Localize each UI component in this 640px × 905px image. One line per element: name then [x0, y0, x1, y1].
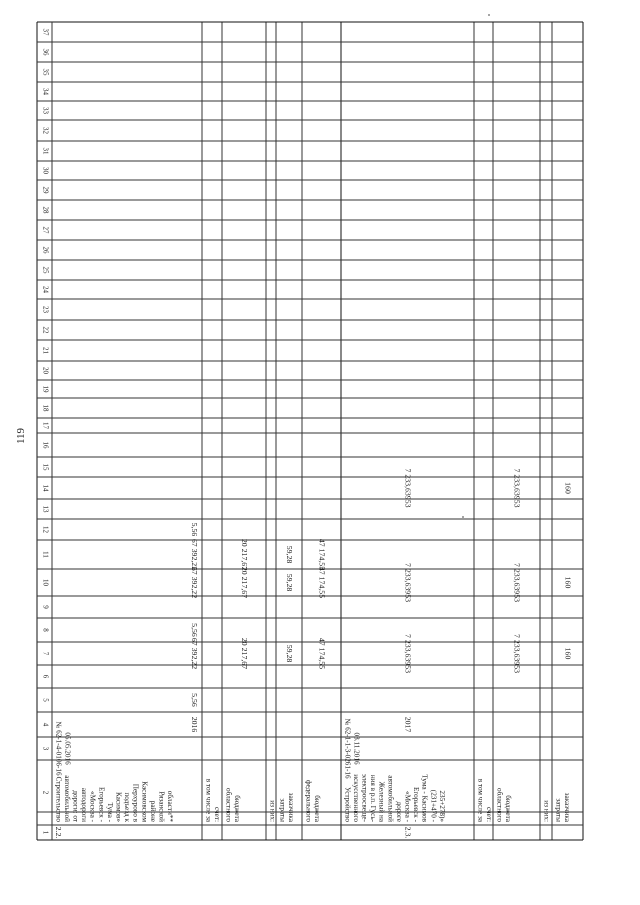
column-number-23: 23 [41, 306, 50, 313]
column-number-30: 30 [41, 167, 50, 174]
column-number-5: 5 [41, 698, 50, 702]
row-8-col-2-line: счет: [484, 807, 493, 822]
row-7-col-4-value: 2017 [403, 716, 413, 733]
column-number-32: 32 [41, 127, 50, 134]
row-7-col-2-line: (231+470 - [429, 789, 438, 822]
row-1-col-2-line: «Москва - [88, 791, 97, 822]
column-number-26: 26 [41, 246, 50, 254]
row-9-col-2-line: бюджета [503, 795, 512, 822]
row-1-col-2-line: районе [148, 800, 157, 822]
row-3-col-10-value: 20 217,67 [240, 566, 250, 599]
row-1-col-2-line: Тума - [105, 802, 114, 822]
row-7-col-2-line: Устройство [343, 787, 352, 822]
column-number-3: 3 [41, 746, 50, 751]
column-number-15: 15 [41, 463, 50, 471]
column-number-9: 9 [41, 605, 50, 609]
column-number-29: 29 [41, 186, 50, 194]
row-1-col-5-value: 5,56 [190, 693, 200, 707]
column-number-17: 17 [41, 422, 50, 429]
column-number-35: 35 [41, 68, 50, 76]
row-3-col-11-value: 20 217,67 [240, 538, 250, 571]
row-1-col-12-value: 5,56 [190, 522, 200, 537]
row-7-col-2-line: «Москва - [403, 791, 412, 822]
row-1-col-1-value: 2.2. [54, 826, 64, 839]
row-1-col-4-value: 2016 [190, 716, 200, 733]
column-number-28: 28 [41, 206, 50, 214]
column-number-11: 11 [41, 551, 50, 558]
column-number-8: 8 [41, 628, 50, 632]
row-7-col-7-value: 7 233,63953 [403, 634, 413, 673]
column-number-20: 20 [41, 367, 50, 374]
row-11-col-7-value: 160 [563, 647, 573, 660]
row-8-col-2-line: в том числе за [476, 778, 485, 822]
row-5-col-7-value: 59,28 [285, 644, 295, 663]
row-6-col-7-value: 47 174,55 [317, 637, 327, 670]
row-5-col-11-value: 59,28 [285, 545, 295, 564]
column-number-10: 10 [41, 579, 50, 586]
row-1-col-3-line: № 62-1-4-0106-16 [54, 721, 63, 776]
row-7-col-2-line: искусственного [351, 774, 360, 822]
row-1-col-2-line: Касимовском [140, 781, 149, 822]
row-7-col-2-line: Тума - Касимов [420, 774, 429, 822]
page-number: 119 [15, 427, 27, 445]
row-2-col-2-line: в том числе за [204, 778, 213, 822]
row-1-col-8-value: 5,56 [190, 623, 200, 637]
row-9-col-14-value: 7 233,63953 [512, 468, 522, 508]
row-1-col-11-value: 67 392,22 [190, 538, 200, 571]
column-number-22: 22 [41, 326, 50, 334]
column-number-7: 7 [41, 651, 50, 656]
row-1-col-2-line: области** [166, 790, 175, 822]
row-1-col-7-value: 67 392,22 [190, 637, 200, 670]
row-7-col-2-line: ния в р.п. Гусь- [369, 774, 378, 822]
column-number-2: 2 [41, 790, 50, 795]
row-1-col-2-line: подъезд к [123, 792, 132, 822]
row-11-col-2-line: заказчика [562, 792, 571, 822]
row-10-col-2-line: из них: [542, 800, 551, 822]
row-1-col-2-line: Перхурово в [131, 783, 140, 822]
column-number-16: 16 [41, 441, 50, 449]
column-number-25: 25 [41, 266, 50, 274]
row-7-col-14-value: 7 233,63953 [403, 468, 413, 508]
row-7-col-2-line: 235+278)» [437, 790, 446, 822]
row-2-col-2-line: счет: [212, 807, 221, 822]
column-number-37: 37 [41, 28, 50, 36]
row-7-col-3-line: 03.11.2016 [352, 732, 361, 765]
row-11-col-10-value: 160 [563, 576, 573, 589]
row-1-col-2-line: дороги: от [71, 790, 80, 822]
row-1-col-2-line: автомобильной [62, 775, 71, 822]
row-9-col-2-line: областного [495, 788, 504, 822]
row-7-col-2-line: Егорьевск - [412, 786, 421, 822]
column-number-36: 36 [41, 48, 50, 56]
row-5-col-2-line: затраты [278, 798, 287, 822]
row-3-col-2-line: бюджета [232, 795, 241, 822]
row-7-col-10-value: 7 233,63953 [403, 563, 413, 602]
row-1-col-2-line: автодороги [80, 787, 89, 822]
row-6-col-11-value: 47 174,55 [317, 538, 327, 571]
column-number-24: 24 [41, 286, 50, 293]
row-7-col-2-line: Железный на [377, 781, 386, 822]
row-4-col-2-line: из них: [268, 800, 277, 822]
row-1-col-2-line: Рязанской [157, 791, 166, 822]
column-number-18: 18 [41, 404, 50, 412]
column-number-4: 4 [41, 722, 50, 727]
column-number-13: 13 [41, 505, 50, 513]
row-7-col-2-line: электроосвеще- [360, 773, 369, 822]
column-number-12: 12 [41, 526, 50, 533]
row-9-col-7-value: 7 233,63953 [512, 634, 522, 673]
row-7-col-3-line: № 62-1-1-3-0261-16 [343, 718, 352, 779]
row-1-col-10-value: 67 392,22 [190, 566, 200, 599]
row-6-col-10-value: 47 174,55 [317, 566, 327, 599]
row-7-col-1-value: 2.3. [403, 826, 413, 839]
row-7-col-2-line: автомобильной [386, 775, 395, 822]
row-3-col-7-value: 20 217,67 [240, 637, 250, 670]
column-number-31: 31 [41, 147, 50, 155]
row-6-col-2-line: федерального [304, 779, 313, 822]
column-number-19: 19 [41, 385, 50, 393]
column-number-33: 33 [41, 107, 50, 114]
row-5-col-2-line: заказчика [286, 792, 295, 822]
row-11-col-2-line: затраты [554, 798, 563, 822]
column-number-1: 1 [41, 830, 50, 835]
row-5-col-10-value: 59,28 [285, 573, 295, 592]
column-number-21: 21 [41, 347, 50, 354]
row-9-col-10-value: 7 233,63953 [512, 563, 522, 602]
column-number-27: 27 [41, 226, 50, 234]
column-number-34: 34 [41, 88, 50, 95]
row-1-col-2-line: Егорьевск - [97, 786, 106, 822]
row-1-col-2-line: Строительство [54, 776, 63, 822]
row-11-col-14-value: 160 [563, 482, 573, 494]
column-number-6: 6 [41, 674, 50, 679]
row-1-col-3-line: 05.05.2016 [63, 732, 72, 765]
row-1-col-2-line: Касимов» [114, 791, 123, 822]
row-6-col-2-line: бюджета [312, 795, 321, 822]
row-7-col-2-line: дороге [394, 801, 403, 822]
column-number-14: 14 [41, 484, 50, 492]
row-3-col-2-line: областного [224, 788, 233, 822]
